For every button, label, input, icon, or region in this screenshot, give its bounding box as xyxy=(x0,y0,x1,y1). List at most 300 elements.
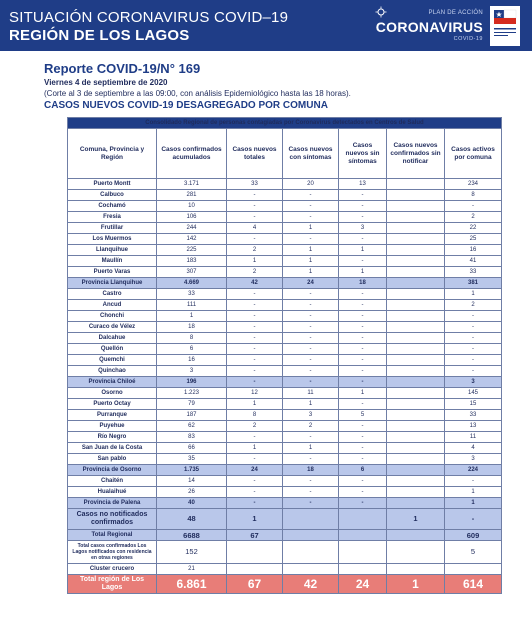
comuna-name: Chonchi xyxy=(68,311,157,322)
header-acumulados: Casos confirmados acumulados xyxy=(157,129,227,179)
casos-activos: 1 xyxy=(445,487,502,498)
total-regional-row xyxy=(68,530,502,541)
casos-acumulados: 14 xyxy=(157,476,227,487)
con-sintomas: - xyxy=(283,487,339,498)
casos-activos: 2 xyxy=(445,300,502,311)
con-sintomas: 18 xyxy=(283,465,339,476)
sin-sintomas: 6 xyxy=(339,465,387,476)
casos-nuevos: - xyxy=(227,289,283,300)
sin-sintomas: - xyxy=(339,421,387,432)
con-sintomas: 20 xyxy=(283,179,339,190)
con-sintomas: - xyxy=(283,344,339,355)
con-sintomas: 1 xyxy=(283,399,339,410)
table-row xyxy=(68,267,502,278)
comuna-name: Los Muermos xyxy=(68,234,157,245)
province-row xyxy=(68,377,502,388)
casos-acumulados: 18 xyxy=(157,322,227,333)
casos-nuevos: - xyxy=(227,311,283,322)
cluster-crucero-row xyxy=(68,564,502,575)
casos-activos: 8 xyxy=(445,190,502,201)
table-row xyxy=(68,333,502,344)
table-row xyxy=(68,190,502,201)
sin-sintomas: - xyxy=(339,432,387,443)
casos-activos: 5 xyxy=(445,541,502,564)
casos-acumulados: 40 xyxy=(157,498,227,509)
casos-activos: - xyxy=(445,311,502,322)
con-sintomas xyxy=(283,541,339,564)
casos-acumulados: 183 xyxy=(157,256,227,267)
comuna-name: Ancud xyxy=(68,300,157,311)
con-sintomas: 3 xyxy=(283,410,339,421)
table-row xyxy=(68,487,502,498)
casos-acumulados: 21 xyxy=(157,564,227,575)
casos-nuevos: - xyxy=(227,498,283,509)
header-nuevos-totales: Casos nuevos totales xyxy=(227,129,283,179)
con-sintomas: 42 xyxy=(283,575,339,594)
con-sintomas: - xyxy=(283,201,339,212)
sin-notificar xyxy=(387,498,445,509)
con-sintomas: - xyxy=(283,377,339,388)
sin-notificar xyxy=(387,421,445,432)
con-sintomas: 1 xyxy=(283,267,339,278)
sin-notificar xyxy=(387,432,445,443)
comuna-name: Provincia de Palena xyxy=(68,498,157,509)
casos-nuevos: - xyxy=(227,476,283,487)
sin-sintomas xyxy=(339,564,387,575)
comuna-name: Dalcahue xyxy=(68,333,157,344)
comuna-name: Provincia Chiloé xyxy=(68,377,157,388)
no-notificados-row xyxy=(68,509,502,530)
province-row xyxy=(68,278,502,289)
table-row xyxy=(68,311,502,322)
con-sintomas: - xyxy=(283,333,339,344)
table-row xyxy=(68,421,502,432)
table-row xyxy=(68,344,502,355)
sin-notificar xyxy=(387,388,445,399)
sin-notificar xyxy=(387,212,445,223)
sin-notificar xyxy=(387,344,445,355)
con-sintomas: - xyxy=(283,212,339,223)
casos-activos: 224 xyxy=(445,465,502,476)
sin-sintomas: 1 xyxy=(339,388,387,399)
casos-acumulados: 4.669 xyxy=(157,278,227,289)
sin-notificar xyxy=(387,201,445,212)
sin-notificar: 1 xyxy=(387,575,445,594)
casos-acumulados: 10 xyxy=(157,201,227,212)
table-row xyxy=(68,366,502,377)
sin-notificar xyxy=(387,322,445,333)
table-row xyxy=(68,322,502,333)
sin-notificar xyxy=(387,289,445,300)
comuna-name: Fresia xyxy=(68,212,157,223)
casos-nuevos: 2 xyxy=(227,245,283,256)
casos-nuevos: 24 xyxy=(227,465,283,476)
casos-nuevos: - xyxy=(227,487,283,498)
casos-nuevos: - xyxy=(227,300,283,311)
comuna-name: Curaco de Vélez xyxy=(68,322,157,333)
con-sintomas: - xyxy=(283,322,339,333)
con-sintomas: 1 xyxy=(283,256,339,267)
table-row xyxy=(68,454,502,465)
casos-acumulados: 152 xyxy=(157,541,227,564)
table-row xyxy=(68,300,502,311)
con-sintomas: - xyxy=(283,454,339,465)
header-comuna: Comuna, Provincia y Región xyxy=(68,129,157,179)
casos-nuevos: 4 xyxy=(227,223,283,234)
header-sin-sintomas: Casos nuevos sin síntomas xyxy=(339,129,387,179)
comuna-name: Cochamó xyxy=(68,201,157,212)
sin-sintomas: - xyxy=(339,311,387,322)
con-sintomas: - xyxy=(283,300,339,311)
sin-sintomas: - xyxy=(339,190,387,201)
casos-acumulados: 1.223 xyxy=(157,388,227,399)
casos-activos: 41 xyxy=(445,256,502,267)
casos-nuevos: - xyxy=(227,432,283,443)
casos-nuevos: 67 xyxy=(227,575,283,594)
sin-sintomas: 5 xyxy=(339,410,387,421)
casos-activos: 1 xyxy=(445,289,502,300)
casos-acumulados: 3.171 xyxy=(157,179,227,190)
con-sintomas: - xyxy=(283,234,339,245)
table-row xyxy=(68,355,502,366)
table-row xyxy=(68,399,502,410)
sin-sintomas: - xyxy=(339,322,387,333)
sin-notificar xyxy=(387,476,445,487)
sin-sintomas: - xyxy=(339,256,387,267)
comuna-name: Frutillar xyxy=(68,223,157,234)
con-sintomas: 24 xyxy=(283,278,339,289)
casos-activos: - xyxy=(445,509,502,530)
sin-sintomas: - xyxy=(339,212,387,223)
casos-nuevos: - xyxy=(227,234,283,245)
casos-nuevos xyxy=(227,564,283,575)
casos-acumulados: 16 xyxy=(157,355,227,366)
sin-notificar xyxy=(387,179,445,190)
casos-activos: 33 xyxy=(445,267,502,278)
casos-acumulados: 6 xyxy=(157,344,227,355)
sin-notificar xyxy=(387,355,445,366)
casos-activos: 1 xyxy=(445,498,502,509)
con-sintomas: - xyxy=(283,476,339,487)
brand-sub-text: COVID-19 xyxy=(453,36,483,42)
sin-sintomas: - xyxy=(339,344,387,355)
casos-acumulados: 62 xyxy=(157,421,227,432)
casos-nuevos: - xyxy=(227,333,283,344)
comuna-name: San pablo xyxy=(68,454,157,465)
sin-sintomas: 3 xyxy=(339,223,387,234)
comuna-name: Chaitén xyxy=(68,476,157,487)
sin-sintomas: 1 xyxy=(339,267,387,278)
comuna-name: Total región de Los Lagos xyxy=(68,575,157,594)
con-sintomas xyxy=(283,530,339,541)
casos-activos: 15 xyxy=(445,399,502,410)
sin-sintomas: - xyxy=(339,487,387,498)
comuna-name: San Juan de la Costa xyxy=(68,443,157,454)
comuna-name: Quinchao xyxy=(68,366,157,377)
sin-notificar xyxy=(387,245,445,256)
con-sintomas: - xyxy=(283,289,339,300)
casos-activos: 234 xyxy=(445,179,502,190)
casos-activos: 25 xyxy=(445,234,502,245)
comuna-name: Maullín xyxy=(68,256,157,267)
casos-acumulados: 142 xyxy=(157,234,227,245)
casos-activos: 13 xyxy=(445,421,502,432)
casos-acumulados: 79 xyxy=(157,399,227,410)
casos-activos xyxy=(445,564,502,575)
sin-sintomas xyxy=(339,541,387,564)
casos-acumulados: 225 xyxy=(157,245,227,256)
sin-notificar xyxy=(387,399,445,410)
casos-acumulados: 106 xyxy=(157,212,227,223)
report-date: Viernes 4 de septiembre de 2020 xyxy=(44,78,168,87)
table-row xyxy=(68,245,502,256)
coronavirus-brand xyxy=(363,8,483,48)
table-row xyxy=(68,234,502,245)
sin-sintomas: - xyxy=(339,377,387,388)
table-row xyxy=(68,410,502,421)
section-title: CASOS NUEVOS COVID-19 DESAGREGADO POR COMUNA xyxy=(44,100,328,111)
comuna-name: Provincia Llanquihue xyxy=(68,278,157,289)
header-title-line2: REGIÓN DE LOS LAGOS xyxy=(9,27,190,44)
sin-sintomas: - xyxy=(339,454,387,465)
casos-nuevos: - xyxy=(227,201,283,212)
casos-acumulados: 6.861 xyxy=(157,575,227,594)
sin-notificar xyxy=(387,465,445,476)
comuna-name: Casos no notificados confirmados xyxy=(68,509,157,530)
casos-nuevos: 12 xyxy=(227,388,283,399)
table-row xyxy=(68,179,502,190)
table-caption: Consolidado Regional de personas contagiadas por Coronavirus detectados en Centros de Salud xyxy=(68,118,502,129)
casos-activos: 609 xyxy=(445,530,502,541)
comuna-name: Río Negro xyxy=(68,432,157,443)
table-header-row xyxy=(68,129,502,179)
sin-notificar xyxy=(387,487,445,498)
casos-nuevos: 2 xyxy=(227,421,283,432)
sin-notificar xyxy=(387,267,445,278)
casos-acumulados: 196 xyxy=(157,377,227,388)
comuna-name: Total Regional xyxy=(68,530,157,541)
comuna-name: Castro xyxy=(68,289,157,300)
casos-activos: 33 xyxy=(445,410,502,421)
casos-nuevos: - xyxy=(227,344,283,355)
virus-icon xyxy=(375,6,387,18)
province-row xyxy=(68,465,502,476)
con-sintomas xyxy=(283,509,339,530)
casos-nuevos: 1 xyxy=(227,256,283,267)
casos-activos: 3 xyxy=(445,377,502,388)
header-title-line1: SITUACIÓN CORONAVIRUS COVID–19 xyxy=(9,9,289,26)
casos-acumulados: 48 xyxy=(157,509,227,530)
casos-acumulados: 1.735 xyxy=(157,465,227,476)
comuna-name: Llanquihue xyxy=(68,245,157,256)
table-row xyxy=(68,256,502,267)
sin-notificar xyxy=(387,190,445,201)
header-banner xyxy=(0,0,532,51)
casos-acumulados: 244 xyxy=(157,223,227,234)
sin-notificar xyxy=(387,443,445,454)
table-row xyxy=(68,476,502,487)
casos-nuevos: 33 xyxy=(227,179,283,190)
casos-activos: - xyxy=(445,476,502,487)
casos-nuevos: 42 xyxy=(227,278,283,289)
casos-activos: - xyxy=(445,366,502,377)
comuna-name: Quellón xyxy=(68,344,157,355)
sin-notificar xyxy=(387,366,445,377)
government-logo xyxy=(490,6,520,46)
casos-acumulados: 66 xyxy=(157,443,227,454)
casos-nuevos: 1 xyxy=(227,443,283,454)
comuna-name: Puerto Varas xyxy=(68,267,157,278)
comuna-name: Total casos confirmados Los Lagos notificados con residencia en otras regiones xyxy=(68,541,157,564)
otras-regiones-row xyxy=(68,541,502,564)
header-activos: Casos activos por comuna xyxy=(445,129,502,179)
sin-notificar xyxy=(387,333,445,344)
con-sintomas: - xyxy=(283,355,339,366)
sin-sintomas: - xyxy=(339,476,387,487)
casos-nuevos: - xyxy=(227,454,283,465)
casos-acumulados: 83 xyxy=(157,432,227,443)
sin-sintomas: - xyxy=(339,201,387,212)
con-sintomas: - xyxy=(283,432,339,443)
con-sintomas: 1 xyxy=(283,245,339,256)
casos-nuevos: - xyxy=(227,212,283,223)
sin-sintomas: - xyxy=(339,399,387,410)
sin-notificar xyxy=(387,541,445,564)
casos-activos: - xyxy=(445,322,502,333)
casos-nuevos: 2 xyxy=(227,267,283,278)
con-sintomas: 11 xyxy=(283,388,339,399)
casos-acumulados: 1 xyxy=(157,311,227,322)
sin-notificar: 1 xyxy=(387,509,445,530)
casos-acumulados: 26 xyxy=(157,487,227,498)
sin-sintomas xyxy=(339,530,387,541)
comuna-name: Calbuco xyxy=(68,190,157,201)
header-sin-notificar: Casos nuevos confirmados sin notificar xyxy=(387,129,445,179)
sin-sintomas: 1 xyxy=(339,245,387,256)
cases-table xyxy=(67,117,502,594)
report-note: (Corte al 3 de septiembre a las 09:00, con análisis Epidemiológico hasta las 18 horas). xyxy=(44,89,351,98)
total-region-row xyxy=(68,575,502,594)
sin-notificar xyxy=(387,377,445,388)
casos-nuevos: - xyxy=(227,355,283,366)
casos-acumulados: 187 xyxy=(157,410,227,421)
brand-main-text: CORONAVIRUS xyxy=(375,19,483,35)
sin-sintomas: 13 xyxy=(339,179,387,190)
sin-notificar xyxy=(387,278,445,289)
sin-notificar xyxy=(387,311,445,322)
con-sintomas: 2 xyxy=(283,421,339,432)
sin-sintomas xyxy=(339,509,387,530)
con-sintomas: - xyxy=(283,366,339,377)
table-row xyxy=(68,432,502,443)
comuna-name: Puyehue xyxy=(68,421,157,432)
table-row xyxy=(68,388,502,399)
casos-nuevos: 67 xyxy=(227,530,283,541)
casos-acumulados: 3 xyxy=(157,366,227,377)
table-row xyxy=(68,289,502,300)
table-row xyxy=(68,223,502,234)
comuna-name: Puerto Montt xyxy=(68,179,157,190)
sin-sintomas: - xyxy=(339,234,387,245)
con-sintomas: 1 xyxy=(283,223,339,234)
sin-notificar xyxy=(387,530,445,541)
casos-activos: 4 xyxy=(445,443,502,454)
casos-acumulados: 111 xyxy=(157,300,227,311)
sin-sintomas: 18 xyxy=(339,278,387,289)
sin-notificar xyxy=(387,300,445,311)
header-con-sintomas: Casos nuevos con síntomas xyxy=(283,129,339,179)
casos-acumulados: 8 xyxy=(157,333,227,344)
sin-notificar xyxy=(387,223,445,234)
casos-activos: - xyxy=(445,333,502,344)
casos-acumulados: 307 xyxy=(157,267,227,278)
con-sintomas xyxy=(283,564,339,575)
casos-nuevos: 1 xyxy=(227,399,283,410)
casos-activos: 3 xyxy=(445,454,502,465)
sin-notificar xyxy=(387,454,445,465)
province-row xyxy=(68,498,502,509)
sin-notificar xyxy=(387,564,445,575)
table-row xyxy=(68,212,502,223)
sin-sintomas: - xyxy=(339,300,387,311)
sin-sintomas: - xyxy=(339,443,387,454)
sin-sintomas: - xyxy=(339,333,387,344)
comuna-name: Purranque xyxy=(68,410,157,421)
casos-nuevos xyxy=(227,541,283,564)
casos-activos: 11 xyxy=(445,432,502,443)
casos-nuevos: 8 xyxy=(227,410,283,421)
casos-nuevos: - xyxy=(227,322,283,333)
casos-nuevos: - xyxy=(227,190,283,201)
comuna-name: Provincia de Osorno xyxy=(68,465,157,476)
sin-sintomas: - xyxy=(339,498,387,509)
casos-acumulados: 35 xyxy=(157,454,227,465)
casos-activos: 145 xyxy=(445,388,502,399)
report-title: Reporte COVID-19/N° 169 xyxy=(44,61,201,76)
casos-acumulados: 281 xyxy=(157,190,227,201)
casos-activos: - xyxy=(445,201,502,212)
brand-top-text: PLAN DE ACCIÓN xyxy=(428,10,483,16)
casos-activos: - xyxy=(445,344,502,355)
con-sintomas: 1 xyxy=(283,443,339,454)
sin-sintomas: - xyxy=(339,366,387,377)
sin-sintomas: - xyxy=(339,289,387,300)
casos-activos: 614 xyxy=(445,575,502,594)
sin-sintomas: - xyxy=(339,355,387,366)
con-sintomas: - xyxy=(283,311,339,322)
casos-acumulados: 6688 xyxy=(157,530,227,541)
casos-nuevos: - xyxy=(227,366,283,377)
sin-notificar xyxy=(387,256,445,267)
casos-acumulados: 33 xyxy=(157,289,227,300)
con-sintomas: - xyxy=(283,190,339,201)
comuna-name: Quemchi xyxy=(68,355,157,366)
casos-nuevos: 1 xyxy=(227,509,283,530)
table-row xyxy=(68,201,502,212)
sin-sintomas: 24 xyxy=(339,575,387,594)
casos-activos: 22 xyxy=(445,223,502,234)
casos-activos: 2 xyxy=(445,212,502,223)
casos-activos: 16 xyxy=(445,245,502,256)
comuna-name: Osorno xyxy=(68,388,157,399)
casos-activos: 381 xyxy=(445,278,502,289)
sin-notificar xyxy=(387,234,445,245)
table-row xyxy=(68,443,502,454)
sin-notificar xyxy=(387,410,445,421)
comuna-name: Puerto Octay xyxy=(68,399,157,410)
comuna-name: Hualaihué xyxy=(68,487,157,498)
comuna-name: Cluster crucero xyxy=(68,564,157,575)
